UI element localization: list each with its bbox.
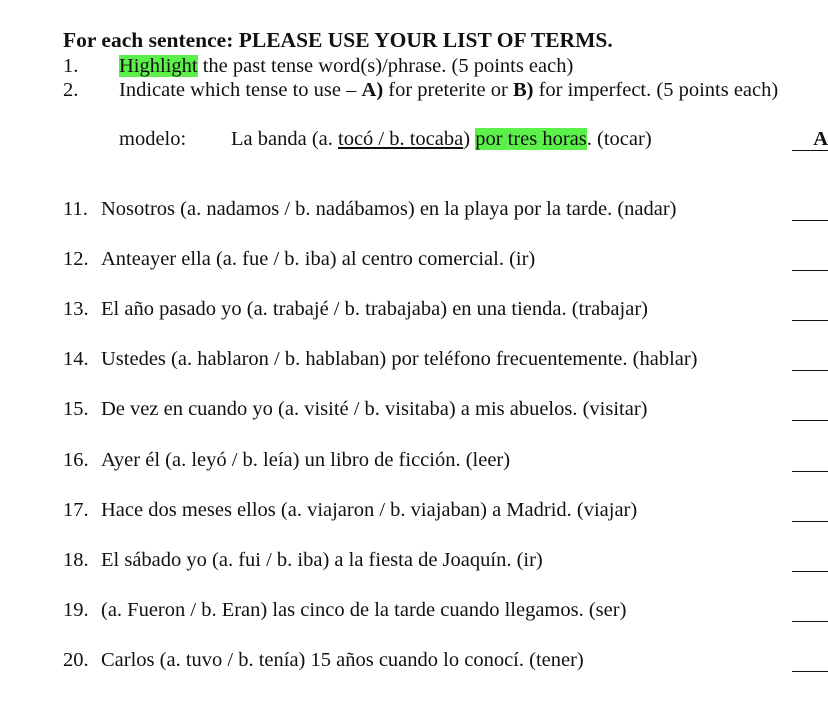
option-a-label: A): [361, 79, 384, 101]
question-text: Ayer él (a. leyó / b. leía) un libro de ficción. (leer): [101, 449, 511, 471]
question-text: (a. Fueron / b. Eran) las cinco de la tarde cuando llegamos. (ser): [101, 599, 627, 621]
question-text: El sábado yo (a. fui / b. iba) a la fiesta de Joaquín. (ir): [101, 549, 543, 571]
question-number: 15.: [63, 398, 89, 420]
question-number: 18.: [63, 549, 89, 571]
instruction-text: Indicate which tense to use –: [119, 79, 362, 101]
modelo-text: . (tocar): [586, 128, 652, 150]
question-row: [63, 198, 677, 221]
modelo-choices: tocó / b. tocaba: [338, 128, 464, 150]
question-text: Carlos (a. tuvo / b. tenía) 15 años cuando lo conocí. (tener): [101, 649, 584, 671]
question-number: 19.: [63, 599, 89, 621]
question-text: Ustedes (a. hablaron / b. hablaban) por teléfono frecuentemente. (hablar): [101, 348, 698, 370]
modelo-label: modelo:: [119, 128, 187, 150]
question-row: [63, 649, 584, 672]
answer-blank[interactable]: [792, 348, 828, 371]
question-row: [63, 398, 648, 421]
question-row: [63, 248, 535, 271]
answer-blank[interactable]: [792, 599, 828, 622]
modelo-text: La banda (a.: [231, 128, 338, 150]
instruction-1: [63, 55, 573, 78]
question-number: 14.: [63, 348, 89, 370]
instruction-number: 2.: [63, 79, 79, 101]
answer-blank[interactable]: [792, 398, 828, 421]
answer-blank[interactable]: [792, 449, 828, 472]
worksheet-header: For each sentence: PLEASE USE YOUR LIST OF TERMS.: [63, 28, 613, 52]
question-row: [63, 499, 637, 522]
modelo-example: [119, 128, 652, 151]
answer-blank[interactable]: [792, 298, 828, 321]
question-row: [63, 348, 698, 371]
modelo-highlight: por tres horas: [475, 128, 587, 150]
question-text: Anteayer ella (a. fue / b. iba) al centro comercial. (ir): [101, 248, 536, 270]
instruction-2: [63, 79, 778, 102]
answer-blank[interactable]: [792, 248, 828, 271]
answer-blank[interactable]: [792, 549, 828, 572]
question-number: 20.: [63, 649, 89, 671]
highlight-word: Highlight: [119, 55, 198, 77]
question-text: Hace dos meses ellos (a. viajaron / b. viajaban) a Madrid. (viajar): [101, 499, 638, 521]
answer-blank[interactable]: [792, 649, 828, 672]
question-number: 11.: [63, 198, 88, 220]
question-number: 17.: [63, 499, 89, 521]
answer-blank[interactable]: [792, 499, 828, 522]
instruction-number: 1.: [63, 55, 79, 77]
question-number: 16.: [63, 449, 89, 471]
question-text: Nosotros (a. nadamos / b. nadábamos) en la playa por la tarde. (nadar): [101, 198, 677, 220]
question-row: [63, 549, 543, 572]
question-number: 12.: [63, 248, 89, 270]
question-row: [63, 298, 648, 321]
instruction-text: for preterite or: [383, 79, 513, 101]
answer-blank[interactable]: [792, 198, 828, 221]
question-row: [63, 599, 626, 622]
modelo-text: ): [463, 128, 476, 150]
instruction-text: for imperfect. (5 points each): [533, 79, 779, 101]
question-text: El año pasado yo (a. trabajé / b. trabajaba) en una tienda. (trabajar): [101, 298, 648, 320]
question-row: [63, 449, 510, 472]
instruction-text: the past tense word(s)/phrase. (5 points each): [197, 55, 574, 77]
modelo-answer: A: [792, 128, 828, 151]
question-text: De vez en cuando yo (a. visité / b. visitaba) a mis abuelos. (visitar): [101, 398, 648, 420]
option-b-label: B): [512, 79, 534, 101]
question-number: 13.: [63, 298, 89, 320]
